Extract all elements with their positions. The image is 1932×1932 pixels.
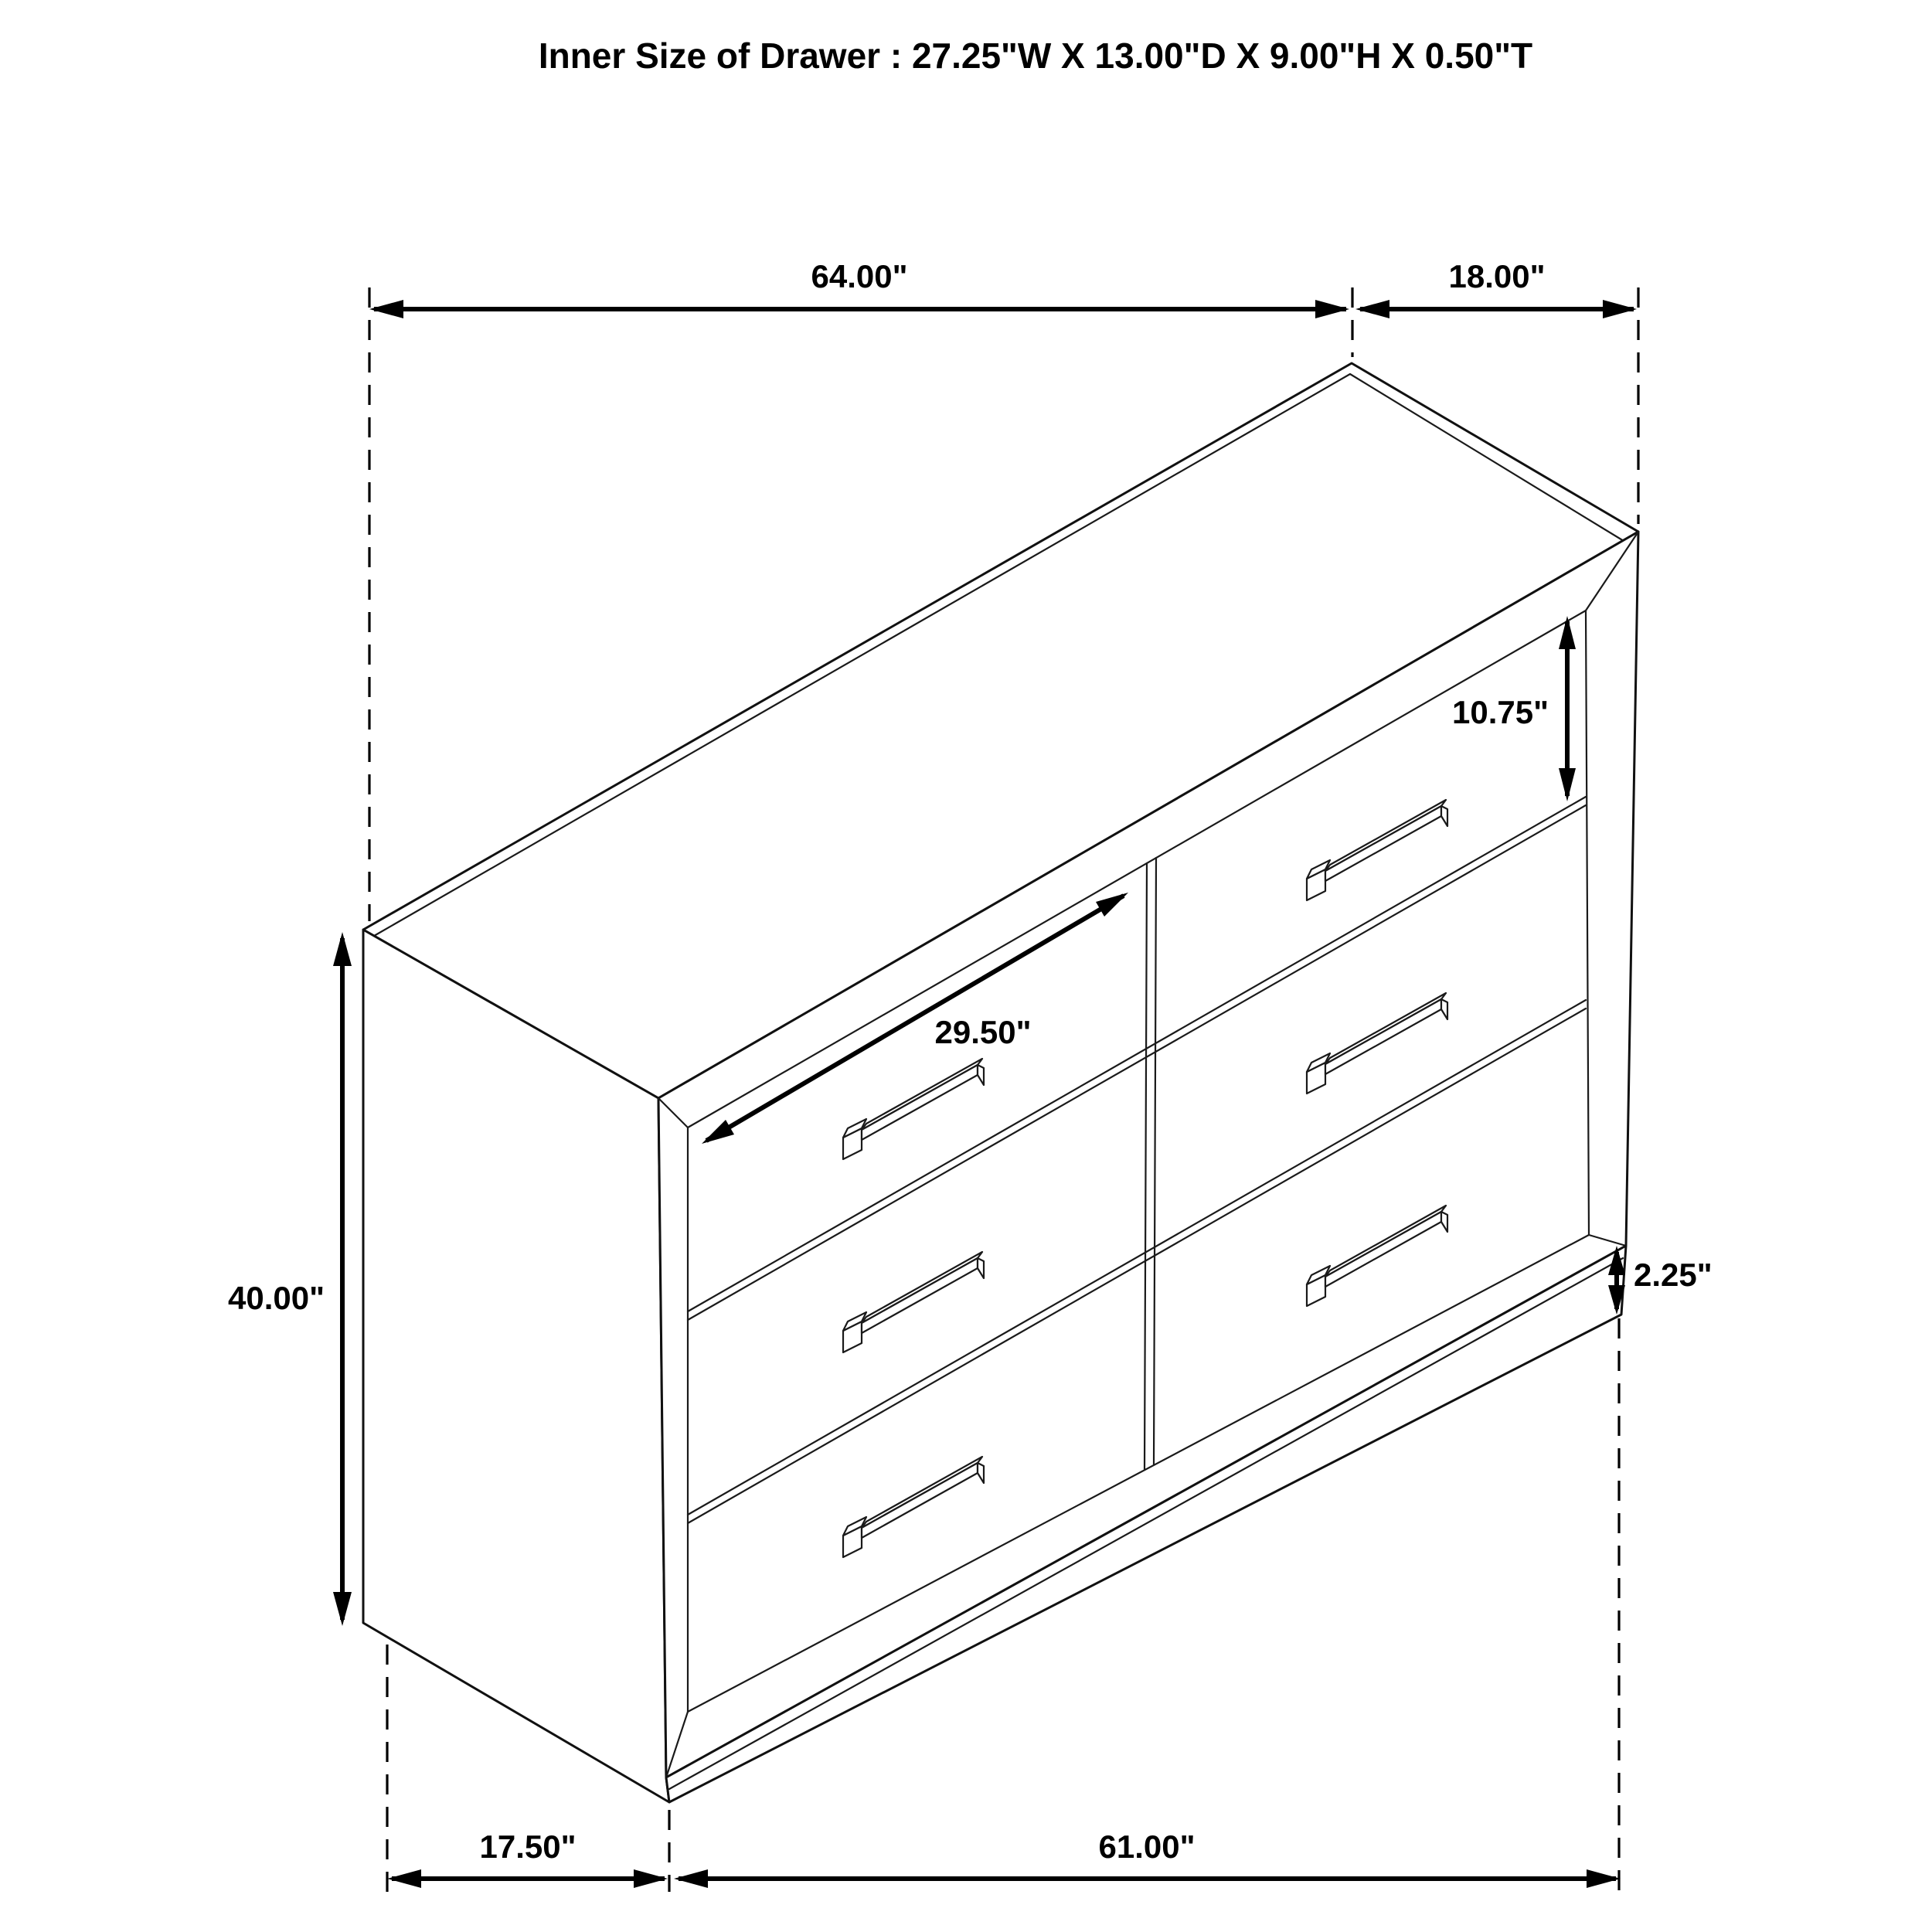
dresser-drawing <box>363 363 1638 1802</box>
dim-label-top-depth: 18.00" <box>1448 258 1546 294</box>
dim-label-overall-height: 40.00" <box>227 1280 325 1316</box>
dimension-floor-depth <box>387 1828 668 1888</box>
dim-label-floor-front-width: 61.00" <box>1098 1828 1196 1865</box>
dim-label-floor-depth: 17.50" <box>479 1828 577 1865</box>
dim-label-drawer-front-width: 29.50" <box>934 1014 1032 1050</box>
dimension-floor-front-width <box>674 1828 1621 1888</box>
dim-label-overall-width: 64.00" <box>811 258 908 294</box>
dim-label-base-height: 2.25" <box>1634 1257 1713 1293</box>
dimension-overall-width <box>369 258 1349 318</box>
dim-label-top-drawer-height: 10.75" <box>1451 694 1549 730</box>
dimension-overall-height <box>228 932 352 1626</box>
dimension-top-depth <box>1355 258 1637 318</box>
diagram-title: Inner Size of Drawer : 27.25"W X 13.00"D X 9.00"H X 0.50"T <box>538 36 1533 76</box>
